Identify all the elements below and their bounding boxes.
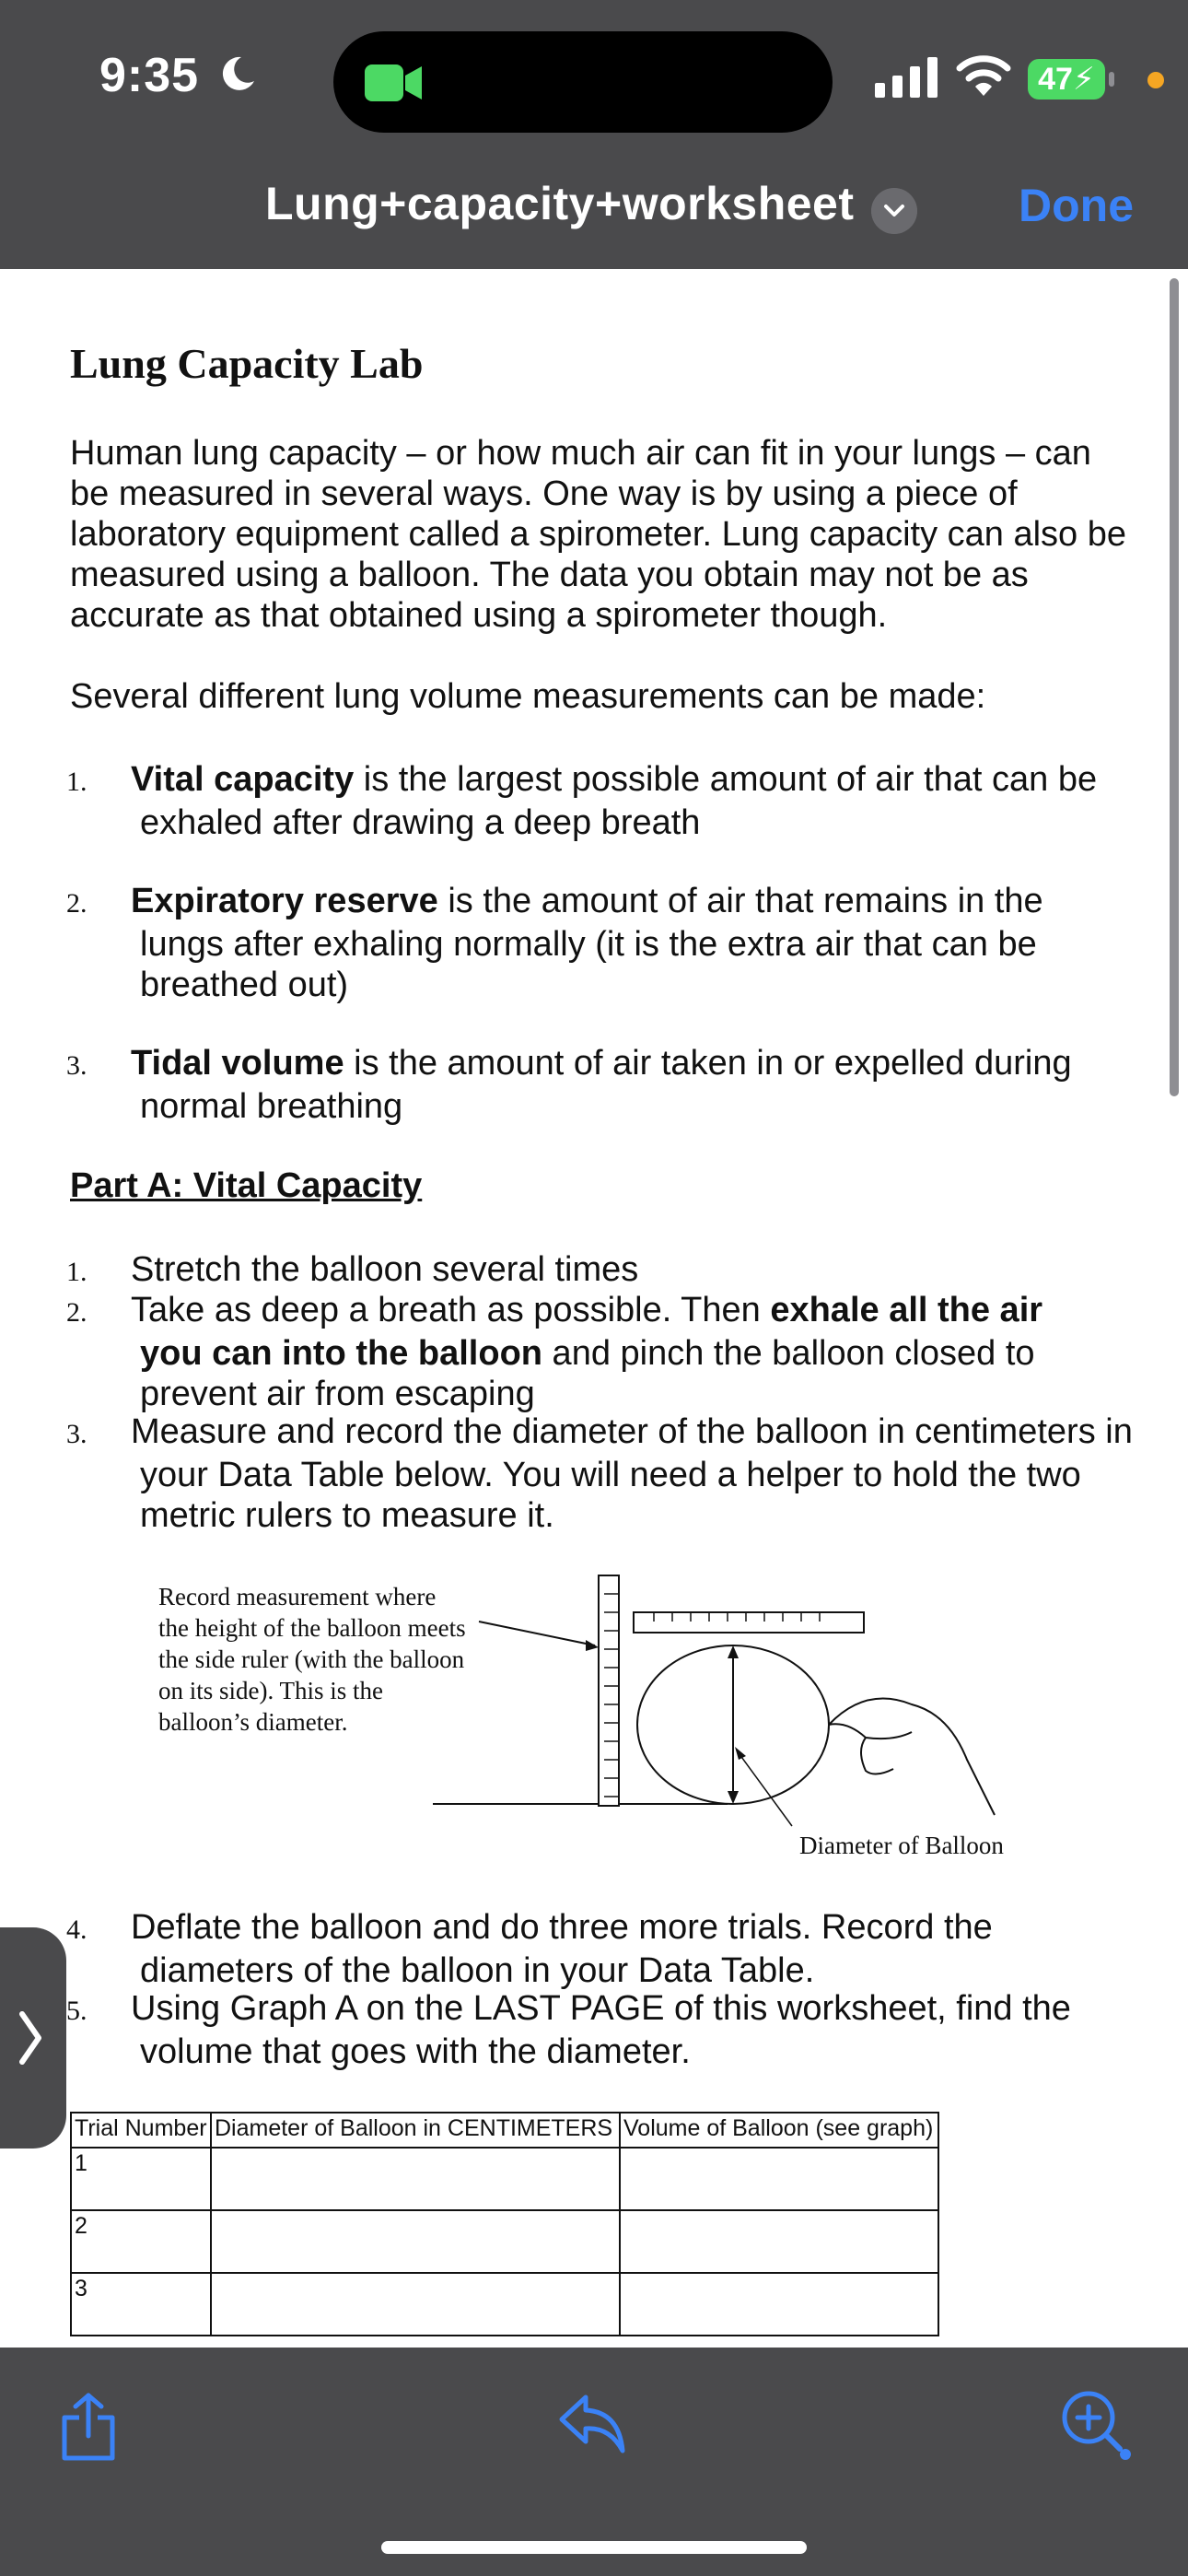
step-text: and pinch the balloon closed to prevent air from escaping bbox=[140, 1334, 1035, 1413]
step-text: Stretch the balloon several times bbox=[131, 1250, 639, 1289]
diagram-label: Diameter of Balloon bbox=[799, 1832, 1004, 1859]
signal-icon bbox=[875, 55, 939, 98]
table-cell bbox=[211, 2273, 620, 2336]
wifi-icon bbox=[956, 53, 1011, 98]
list-number: 3. bbox=[66, 1050, 87, 1081]
dynamic-island bbox=[333, 31, 833, 133]
battery-level: 47 bbox=[1038, 62, 1073, 97]
definition-term: Tidal volume bbox=[131, 1044, 344, 1083]
definition-term: Vital capacity bbox=[131, 760, 355, 799]
step-emphasis: exhale all the air you can into the balloon bbox=[140, 1291, 1043, 1373]
definition-term: Expiratory reserve bbox=[131, 882, 438, 920]
balloon-measurement-diagram bbox=[433, 1557, 1022, 1861]
document-title[interactable]: Lung+capacity+worksheet bbox=[265, 178, 855, 229]
table-cell bbox=[620, 2210, 938, 2273]
step-item bbox=[0, 1988, 1135, 2072]
status-time: 9:35 bbox=[99, 49, 200, 102]
step-text: Take as deep a breath as possible. Then bbox=[131, 1291, 771, 1329]
step-item bbox=[0, 1907, 1135, 1991]
step-item bbox=[0, 1249, 1135, 1293]
step-text: Deflate the balloon and do three more trials. Record the diameters of the balloon in your Data Table. bbox=[131, 1908, 993, 1990]
data-table bbox=[70, 2112, 939, 2336]
table-row bbox=[71, 2148, 938, 2210]
list-number: 1. bbox=[66, 767, 87, 797]
step-text: Using Graph A on the LAST PAGE of this worksheet, find the volume that goes with the diameter. bbox=[131, 1989, 1071, 2071]
sidebar-toggle-button[interactable] bbox=[0, 1927, 66, 2149]
list-number: 2. bbox=[66, 888, 87, 919]
table-header: Diameter of Balloon in CENTIMETERS bbox=[211, 2113, 620, 2148]
battery-cap bbox=[1109, 72, 1114, 87]
list-number: 3. bbox=[66, 1419, 87, 1449]
table-header: Trial Number bbox=[71, 2113, 211, 2148]
done-button[interactable]: Done bbox=[1019, 180, 1134, 231]
definition-item bbox=[0, 1043, 1135, 1127]
moon-icon bbox=[217, 53, 258, 94]
chevron-down-icon[interactable] bbox=[871, 188, 917, 234]
list-number: 5. bbox=[66, 1996, 87, 2026]
step-text: Measure and record the diameter of the balloon in centimeters in your Data Table below. You will need a helper to hold the two metric rulers to measure it. bbox=[131, 1412, 1133, 1535]
home-indicator[interactable] bbox=[381, 2541, 807, 2554]
privacy-indicator bbox=[1147, 72, 1164, 88]
diagram-note: Record measurement where the height of the balloon meets the side ruler (with the balloon on its side). This is the balloon’s diameter. bbox=[158, 1583, 466, 1736]
table-cell: 1 bbox=[71, 2148, 211, 2210]
table-header-row bbox=[71, 2113, 938, 2148]
list-number: 2. bbox=[66, 1297, 87, 1328]
definition-text: is the largest possible amount of air that can be exhaled after drawing a deep breath bbox=[140, 760, 1098, 842]
step-item bbox=[0, 1290, 1079, 1414]
measurements-intro: Several different lung volume measurements can be made: bbox=[70, 677, 986, 716]
camera-icon bbox=[365, 63, 424, 103]
table-cell bbox=[211, 2210, 620, 2273]
table-row bbox=[71, 2210, 938, 2273]
definition-text: is the amount of air that remains in the lungs after exhaling normally (it is the extra air that can be breathed out) bbox=[140, 882, 1043, 1004]
zoom-in-icon[interactable] bbox=[1059, 2388, 1133, 2462]
reply-icon[interactable] bbox=[558, 2392, 628, 2456]
step-item bbox=[0, 1411, 1135, 1536]
definition-item bbox=[0, 881, 1098, 1005]
table-row bbox=[71, 2273, 938, 2336]
scrollbar[interactable] bbox=[1170, 278, 1179, 1096]
list-number: 1. bbox=[66, 1257, 87, 1287]
page-heading: Lung Capacity Lab bbox=[70, 340, 424, 387]
list-number: 4. bbox=[66, 1914, 87, 1945]
table-cell bbox=[620, 2148, 938, 2210]
intro-paragraph: Human lung capacity – or how much air can fit in your lungs – can be measured in several ways. One way is by using a piece of laboratory equipment called a spirometer. Lung capacity can also be measured using a balloon. The data you obtain may not be as accurate as that obtained using a spirometer though. bbox=[70, 434, 1127, 635]
table-cell bbox=[211, 2148, 620, 2210]
table-header: Volume of Balloon (see graph) bbox=[620, 2113, 938, 2148]
definition-item bbox=[0, 759, 1135, 843]
table-cell: 3 bbox=[71, 2273, 211, 2336]
table-cell: 2 bbox=[71, 2210, 211, 2273]
share-icon[interactable] bbox=[59, 2392, 118, 2462]
battery-indicator: 47⚡ bbox=[1028, 59, 1105, 100]
part-a-heading: Part A: Vital Capacity bbox=[70, 1166, 423, 1205]
table-cell bbox=[620, 2273, 938, 2336]
chevron-right-icon bbox=[17, 2010, 44, 2066]
definition-text: is the amount of air taken in or expelled during normal breathing bbox=[140, 1044, 1072, 1126]
